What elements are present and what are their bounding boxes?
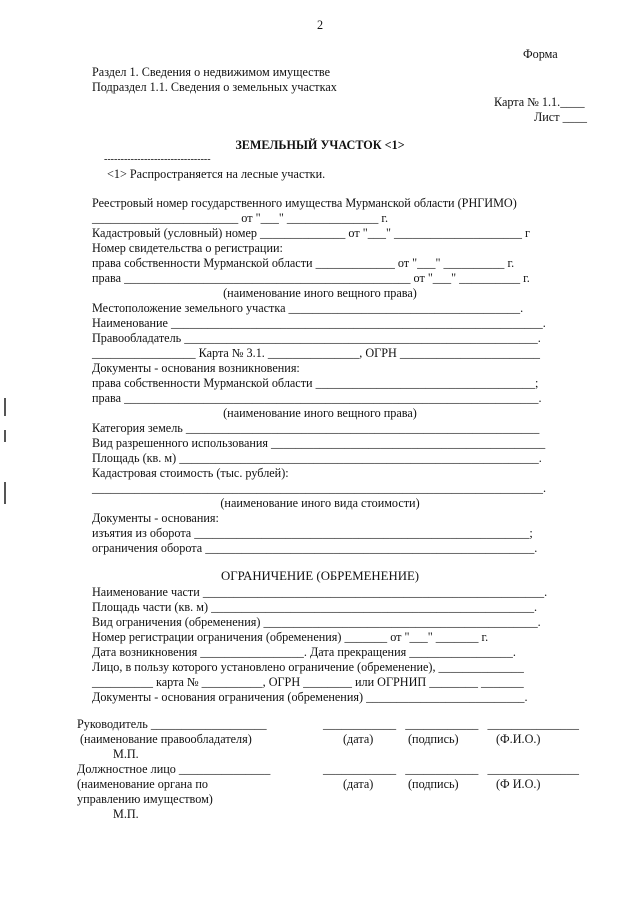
field-line: права _______________________________________________ от "___" __________ г.	[92, 271, 530, 285]
field-line: Вид разрешенного использования _____________________________________________	[92, 436, 546, 450]
scan-mark	[4, 482, 6, 504]
footnote: <1> Распространяется на лесные участки.	[107, 167, 326, 181]
date-caption: (дата)	[343, 732, 374, 746]
sig-head-line: Руководитель ___________________	[77, 717, 267, 731]
sig-official-line: Должностное лицо _______________	[77, 762, 271, 776]
page-number: 2	[316, 18, 324, 32]
sig-head-caption: (наименование правообладателя)	[80, 732, 252, 746]
stamp-place: М.П.	[113, 747, 139, 761]
field-line: Документы - основания:	[92, 511, 219, 525]
enc-line: Документы - основания ограничения (обременения) __________________________.	[92, 690, 528, 704]
field-caption: (наименование иного вещного права)	[223, 406, 417, 420]
field-caption: (наименование иного вида стоимости)	[220, 496, 420, 510]
encumbrance-title: ОГРАНИЧЕНИЕ (ОБРЕМЕНЕНИЕ)	[220, 569, 420, 583]
enc-line: Дата возникновения _________________. Дата прекращения _________________.	[92, 645, 516, 659]
enc-line: Вид ограничения (обременения) _____________________________________________.	[92, 615, 541, 629]
enc-line: Лицо, в пользу которого установлено ограничение (обременение), ______________	[92, 660, 524, 674]
field-line: Номер свидетельства о регистрации:	[92, 241, 283, 255]
field-line: _________________ Карта № 3.1. _______________, ОГРН _______________________	[92, 346, 541, 360]
subsection-heading: Подраздел 1.1. Сведения о земельных участках	[92, 80, 337, 94]
stamp-place: М.П.	[113, 807, 139, 821]
sig-official-caption: (наименование органа по	[77, 777, 208, 791]
field-line: Документы - основания возникновения:	[92, 361, 300, 375]
document-title: ЗЕМЕЛЬНЫЙ УЧАСТОК <1>	[235, 138, 405, 152]
field-line: Кадастровый (условный) номер ______________ от "___" _____________________ г	[92, 226, 531, 240]
enc-line: __________ карта № __________, ОГРН ________ или ОГРНИП ________ _______	[92, 675, 524, 689]
field-line: права собственности Мурманской области _____________ от "___" __________ г.	[92, 256, 515, 270]
field-line: права собственности Мурманской области ____________________________________;	[92, 376, 539, 390]
footnote-rule: --------------------------------	[104, 154, 211, 165]
field-line: ограничения оборота ______________________________________________________.	[92, 541, 538, 555]
field-line: __________________________________________________________________________.	[92, 481, 546, 495]
enc-line: Площадь части (кв. м) _____________________________________________________.	[92, 600, 538, 614]
sig-blanks: ____________ ____________ _______________	[323, 717, 579, 731]
field-line: Правообладатель __________________________________________________________.	[92, 331, 541, 345]
scan-mark	[4, 398, 6, 416]
sig-blanks: ____________ ____________ _______________	[323, 762, 579, 776]
field-line: права ____________________________________________________________________.	[92, 391, 542, 405]
enc-line: Номер регистрации ограничения (обременения) _______ от "___" _______ г.	[92, 630, 489, 644]
field-line: Площадь (кв. м) ___________________________________________________________.	[92, 451, 542, 465]
field-line: Наименование _____________________________________________________________.	[92, 316, 546, 330]
fio-caption: (Ф.И.О.)	[496, 732, 541, 746]
sign-caption: (подпись)	[408, 777, 459, 791]
sig-official-caption: управлению имуществом)	[77, 792, 213, 806]
field-line: Местоположение земельного участка ______________________________________.	[92, 301, 524, 315]
field-line: изъятия из оборота _______________________________________________________;	[92, 526, 533, 540]
field-line: Категория земель __________________________________________________________	[92, 421, 540, 435]
field-caption: (наименование иного вещного права)	[223, 286, 417, 300]
scan-mark	[4, 430, 6, 442]
section-heading: Раздел 1. Сведения о недвижимом имуществе	[92, 65, 330, 79]
field-line: ________________________ от "___" _______________ г.	[92, 211, 389, 225]
enc-line: Наименование части ________________________________________________________.	[92, 585, 548, 599]
sheet-number: Лист ____	[534, 110, 587, 124]
date-caption: (дата)	[343, 777, 374, 791]
sign-caption: (подпись)	[408, 732, 459, 746]
card-number: Карта № 1.1.____	[494, 95, 585, 109]
fio-caption: (Ф И.О.)	[496, 777, 541, 791]
field-line: Реестровый номер государственного имущества Мурманской области (РНГИМО)	[92, 196, 517, 210]
form-label: Форма	[523, 47, 558, 61]
field-line: Кадастровая стоимость (тыс. рублей):	[92, 466, 289, 480]
